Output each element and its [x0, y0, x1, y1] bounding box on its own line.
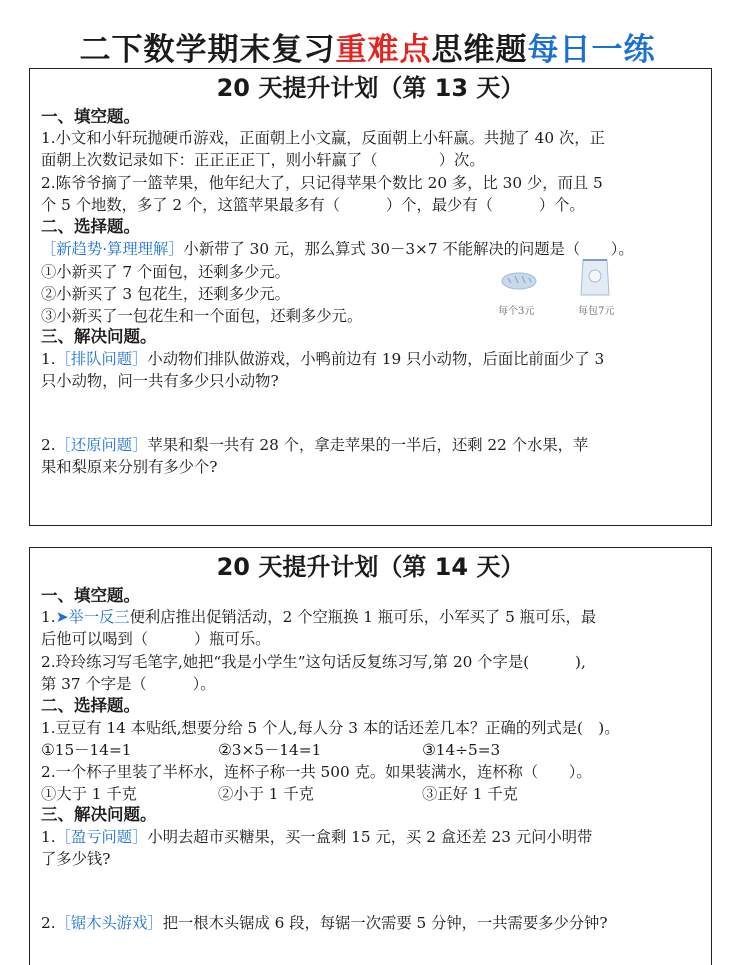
day14-q3-option3: ③14÷5=3: [422, 741, 501, 759]
day13-q5-line2: 果和梨原来分别有多少个?: [41, 458, 218, 476]
day14-title: 20 天提升计划（第 14 天）: [216, 553, 525, 581]
peanut-bag-image: [578, 255, 612, 299]
day14-q5-text: 小明去超市买糖果，买一盒剩 15 元，买 2 盒还差 23 元问小明带: [147, 828, 593, 846]
day14-q3-stem: 1.豆豆有 14 本贴纸,想要分给 5 个人,每人分 3 本的话还差几本？正确的列式是( )。: [41, 719, 620, 737]
day13-title: 20 天提升计划（第 13 天）: [216, 74, 525, 102]
day13-q2-line2: 个 5 个地数，多了 2 个，这篮苹果最多有（ ）个，最少有（ ）个。: [41, 196, 585, 214]
day14-q1-number: 1.: [41, 608, 56, 626]
day14-section-fill-blank: 一、填空题。: [41, 586, 140, 605]
day14-q1-line2: 后他可以喝到（ ）瓶可乐。: [41, 630, 271, 648]
title-part-1: 二下数学期末复习: [79, 32, 336, 68]
day14-q3-option2: ②3×5－14=1: [218, 741, 322, 759]
day13-q1-line2: 面朝上次数记录如下：正正正正丅，则小轩赢了（ ）次。: [41, 151, 485, 169]
day14-q4-option3: ③正好 1 千克: [422, 785, 518, 803]
day14-q6-number: 2.: [41, 914, 56, 932]
day14-q5-line1: [41, 827, 592, 847]
day14-q6-tag: ［锯木头游戏］: [55, 914, 163, 932]
day14-q5-tag: ［盈亏问题］: [55, 828, 148, 846]
bread-image: [498, 261, 540, 295]
day14-q4-stem: 2.一个杯子里装了半杯水，连杯子称一共 500 克。如果装满水，连杯称（ ）。: [41, 763, 592, 781]
day13-section-fill-blank: 一、填空题。: [41, 107, 140, 126]
day13-q1-line1: 1.小文和小轩玩抛硬币游戏，正面朝上小文赢，反面朝上小轩赢。共抛了 40 次，正: [41, 129, 605, 147]
day14-q3-option1: ①15－14=1: [41, 741, 132, 759]
day14-section-choice: 二、选择题。: [41, 696, 140, 715]
day13-q4-tag: ［排队问题］: [55, 350, 148, 368]
day13-q4-line1: [41, 349, 604, 369]
day14-q5-number: 1.: [41, 828, 56, 846]
title-part-2: 重难点: [335, 32, 432, 68]
day14-q5-line2: 了多少钱?: [41, 850, 111, 868]
day13-section-solve: 三、解决问题。: [41, 327, 157, 346]
day13-q3-text: 小新带了 30 元，那么算式 30－3×7 不能解决的问题是（ ）。: [183, 240, 634, 258]
day13-q3-option1: ①小新买了 7 个面包，还剩多少元。: [41, 263, 290, 281]
day14-q4-option2: ②小于 1 千克: [218, 785, 314, 803]
day13-q4-line2: 只小动物，问一共有多少只小动物?: [41, 372, 279, 390]
page-title: [0, 30, 735, 70]
day13-q3-stem: [41, 239, 634, 259]
bread-price-label: 每个3元: [498, 306, 535, 317]
day13-q4-text: 小动物们排队做游戏，小鸭前边有 19 只小动物，后面比前面少了 3: [147, 350, 605, 368]
day14-q1-tag: ➤举一反三: [55, 608, 130, 626]
day13-q3-tag: ［新趋势·算理理解］: [41, 240, 184, 258]
title-part-4: 每日一练: [527, 32, 656, 68]
day14-q1-line1: [41, 607, 596, 627]
peanut-price-label: 每包7元: [578, 306, 615, 317]
day14-q4-option1: ①大于 1 千克: [41, 785, 137, 803]
day13-section-choice: 二、选择题。: [41, 217, 140, 236]
day14-q2-line2: 第 37 个字是（ ）。: [41, 675, 216, 693]
day13-q5-tag: ［还原问题］: [55, 436, 148, 454]
day14-q2-line1: 2.玲玲练习写毛笔字,她把“我是小学生”这句话反复练习写,第 20 个字是( ),: [41, 653, 586, 671]
day13-q3-option2: ②小新买了 3 包花生，还剩多少元。: [41, 285, 290, 303]
day13-q5-number: 2.: [41, 436, 56, 454]
day14-q6-line1: [41, 913, 608, 933]
day13-q5-line1: [41, 435, 588, 455]
day13-card: [29, 68, 712, 526]
day13-q5-text: 苹果和梨一共有 28 个，拿走苹果的一半后，还剩 22 个水果，苹: [147, 436, 589, 454]
day14-q1-text: 便利店推出促销活动，2 个空瓶换 1 瓶可乐，小军买了 5 瓶可乐，最: [129, 608, 597, 626]
day13-q2-line1: 2.陈爷爷摘了一篮苹果，他年纪大了，只记得苹果个数比 20 多，比 30 少，而且 5: [41, 174, 603, 192]
title-part-3: 思维题: [431, 32, 528, 68]
day13-q3-option3: ③小新买了一包花生和一个面包，还剩多少元。: [41, 307, 363, 325]
day13-q4-number: 1.: [41, 350, 56, 368]
day14-card: [29, 547, 712, 965]
day14-q6-text: 把一根木头锯成 6 段，每锯一次需要 5 分钟，一共需要多少分钟?: [162, 914, 608, 932]
day14-section-solve: 三、解决问题。: [41, 805, 157, 824]
